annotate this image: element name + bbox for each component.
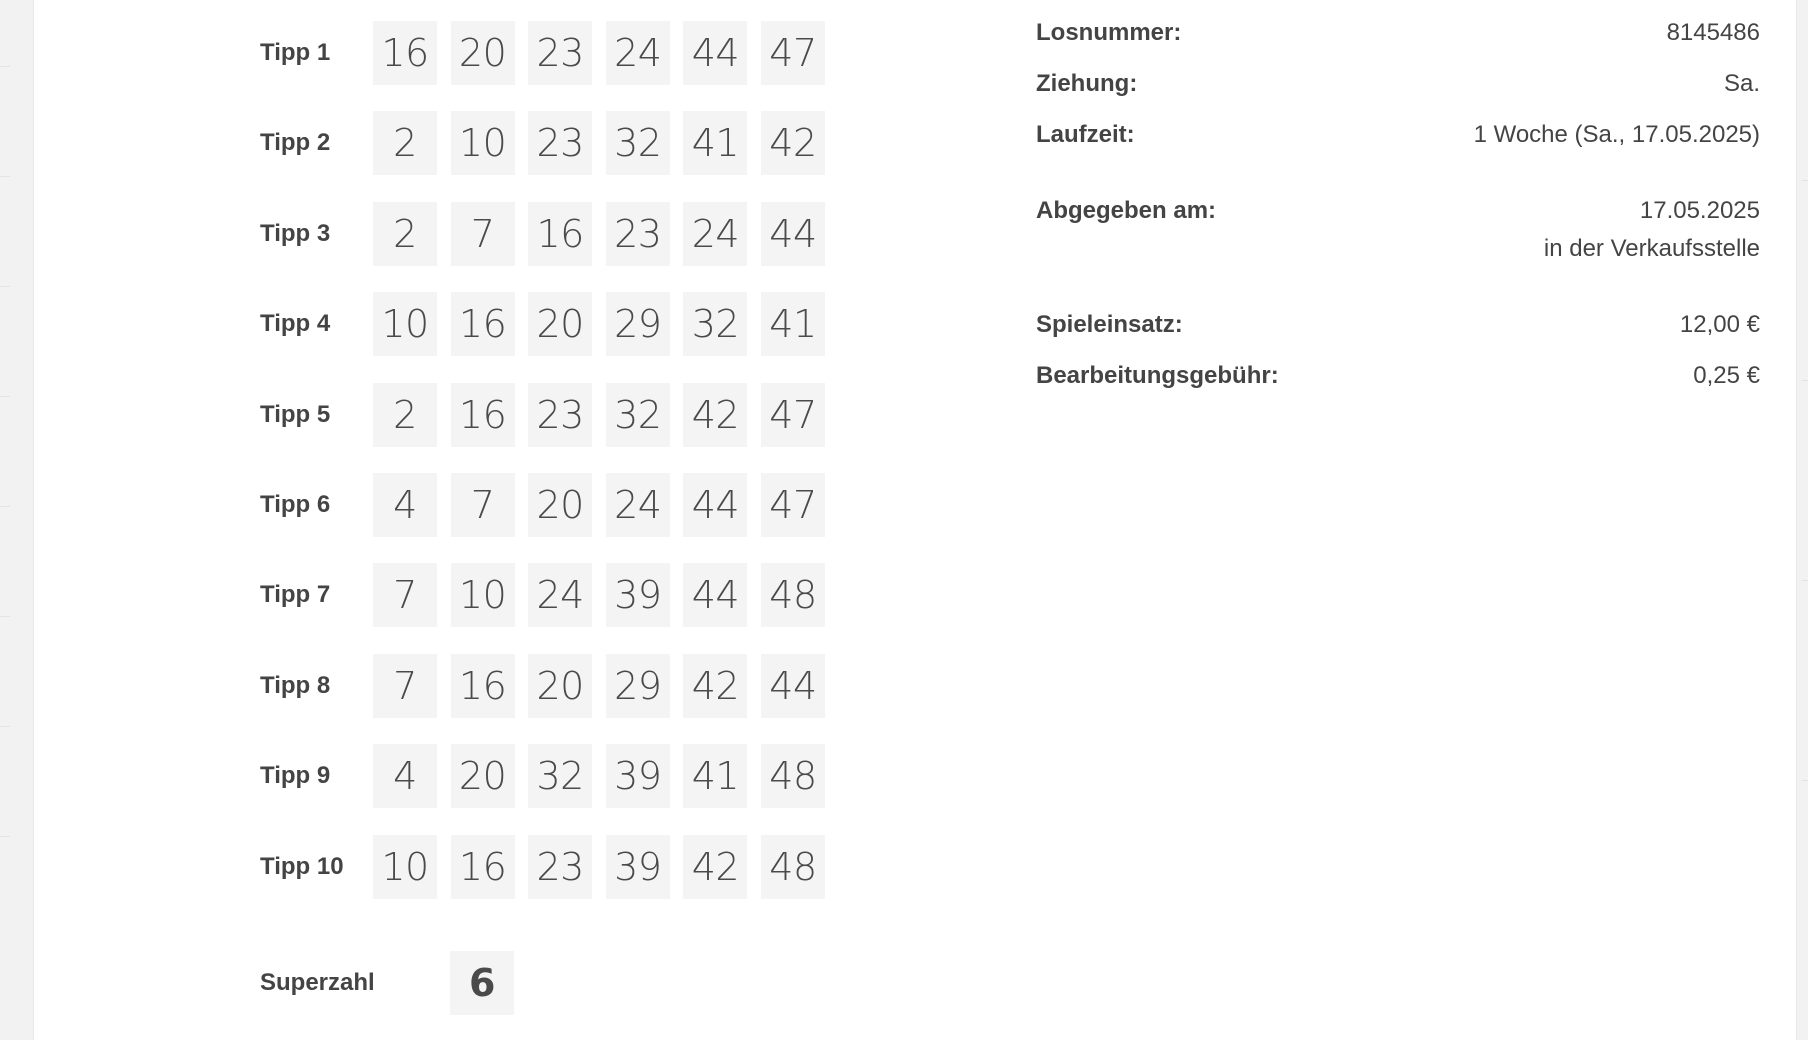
tip-label: Tipp 2 <box>260 129 331 157</box>
tip-number: 2 <box>373 383 437 447</box>
tip-number: 32 <box>683 292 747 356</box>
tip-label: Tipp 5 <box>260 400 331 428</box>
tip-number: 47 <box>761 383 825 447</box>
tip-number: 44 <box>761 654 825 718</box>
tip-label: Tipp 6 <box>260 490 331 518</box>
tip-number: 16 <box>373 21 437 85</box>
tip-number: 10 <box>451 111 515 175</box>
spieleinsatz-label: Spieleinsatz: <box>1036 311 1183 338</box>
tip-number: 20 <box>528 473 592 537</box>
tip-number: 4 <box>373 744 437 808</box>
info-laufzeit <box>1036 116 1760 154</box>
superzahl-row <box>260 951 528 1015</box>
tip-number: 7 <box>451 202 515 266</box>
tip-row <box>260 383 839 447</box>
losnummer-value: 8145486 <box>1666 19 1760 46</box>
tip-number: 48 <box>761 744 825 808</box>
tip-number: 44 <box>683 21 747 85</box>
tip-number: 44 <box>683 473 747 537</box>
superzahl-label: Superzahl <box>260 969 375 996</box>
tip-number: 20 <box>451 21 515 85</box>
tip-number: 7 <box>373 563 437 627</box>
tip-number: 44 <box>683 563 747 627</box>
tip-number: 20 <box>451 744 515 808</box>
tip-number: 24 <box>683 202 747 266</box>
tip-number: 23 <box>528 111 592 175</box>
losnummer-label: Losnummer: <box>1036 19 1182 46</box>
info-ziehung <box>1036 65 1760 103</box>
tips-grid <box>260 21 839 925</box>
tip-label: Tipp 4 <box>260 310 331 338</box>
tip-number: 32 <box>606 111 670 175</box>
tip-label: Tipp 7 <box>260 581 331 609</box>
tip-number: 42 <box>683 835 747 899</box>
tip-number: 32 <box>606 383 670 447</box>
tip-number: 24 <box>528 563 592 627</box>
tip-number: 42 <box>683 654 747 718</box>
tip-label: Tipp 3 <box>260 219 331 247</box>
tip-row <box>260 202 839 266</box>
tip-number: 2 <box>373 111 437 175</box>
tip-label: Tipp 9 <box>260 762 331 790</box>
superzahl-number: 6 <box>450 951 514 1015</box>
tip-row <box>260 835 839 899</box>
gebuehr-label: Bearbeitungsgebühr: <box>1036 362 1279 389</box>
info-losnummer <box>1036 14 1760 52</box>
tip-number: 16 <box>451 383 515 447</box>
tip-number: 23 <box>528 835 592 899</box>
tip-number: 39 <box>606 835 670 899</box>
tip-number: 42 <box>683 383 747 447</box>
tip-number: 23 <box>606 202 670 266</box>
tip-number: 39 <box>606 563 670 627</box>
abgegeben-label: Abgegeben am: <box>1036 197 1217 224</box>
tip-number: 16 <box>451 835 515 899</box>
tip-number: 16 <box>451 292 515 356</box>
tip-number: 7 <box>451 473 515 537</box>
tip-row <box>260 563 839 627</box>
tip-row <box>260 292 839 356</box>
info-gebuehr <box>1036 357 1760 395</box>
info-spieleinsatz <box>1036 306 1760 344</box>
tip-row <box>260 473 839 537</box>
tip-number: 41 <box>683 111 747 175</box>
tip-number: 23 <box>528 21 592 85</box>
tip-number: 41 <box>761 292 825 356</box>
tip-row <box>260 744 839 808</box>
tip-number: 41 <box>683 744 747 808</box>
tip-number: 29 <box>606 292 670 356</box>
tip-number: 10 <box>451 563 515 627</box>
ziehung-value: Sa. <box>1723 70 1760 97</box>
ziehung-label: Ziehung: <box>1036 70 1138 97</box>
ticket-info-panel <box>1036 14 1760 408</box>
tip-number: 24 <box>606 21 670 85</box>
tip-number: 24 <box>606 473 670 537</box>
tip-number: 7 <box>373 654 437 718</box>
tip-number: 48 <box>761 563 825 627</box>
tip-number: 29 <box>606 654 670 718</box>
tip-number: 10 <box>373 292 437 356</box>
tip-number: 48 <box>761 835 825 899</box>
tip-label: Tipp 1 <box>260 39 331 66</box>
tip-number: 44 <box>761 202 825 266</box>
tip-number: 23 <box>528 383 592 447</box>
right-gutter <box>1796 0 1808 1040</box>
tip-number: 20 <box>528 654 592 718</box>
spieleinsatz-value: 12,00 € <box>1679 311 1760 338</box>
laufzeit-label: Laufzeit: <box>1036 121 1135 148</box>
tip-number: 39 <box>606 744 670 808</box>
tip-row <box>260 654 839 718</box>
tip-number: 16 <box>528 202 592 266</box>
gebuehr-value: 0,25 € <box>1693 362 1760 389</box>
tip-number: 10 <box>373 835 437 899</box>
laufzeit-value: 1 Woche (Sa., 17.05.2025) <box>1473 121 1760 148</box>
tip-number: 47 <box>761 473 825 537</box>
abgegeben-place: in der Verkaufsstelle <box>1543 235 1760 262</box>
abgegeben-date: 17.05.2025 <box>1639 197 1760 224</box>
tip-number: 32 <box>528 744 592 808</box>
tip-label: Tipp 10 <box>260 852 344 880</box>
tip-number: 2 <box>373 202 437 266</box>
tip-row <box>260 111 839 175</box>
tip-row <box>260 21 839 85</box>
tip-number: 4 <box>373 473 437 537</box>
tip-number: 16 <box>451 654 515 718</box>
left-gutter <box>0 0 34 1040</box>
tip-number: 20 <box>528 292 592 356</box>
tip-number: 47 <box>761 21 825 85</box>
abgegeben-value <box>1544 192 1760 268</box>
tip-label: Tipp 8 <box>260 671 331 699</box>
info-abgegeben <box>1036 192 1760 268</box>
tip-number: 42 <box>761 111 825 175</box>
